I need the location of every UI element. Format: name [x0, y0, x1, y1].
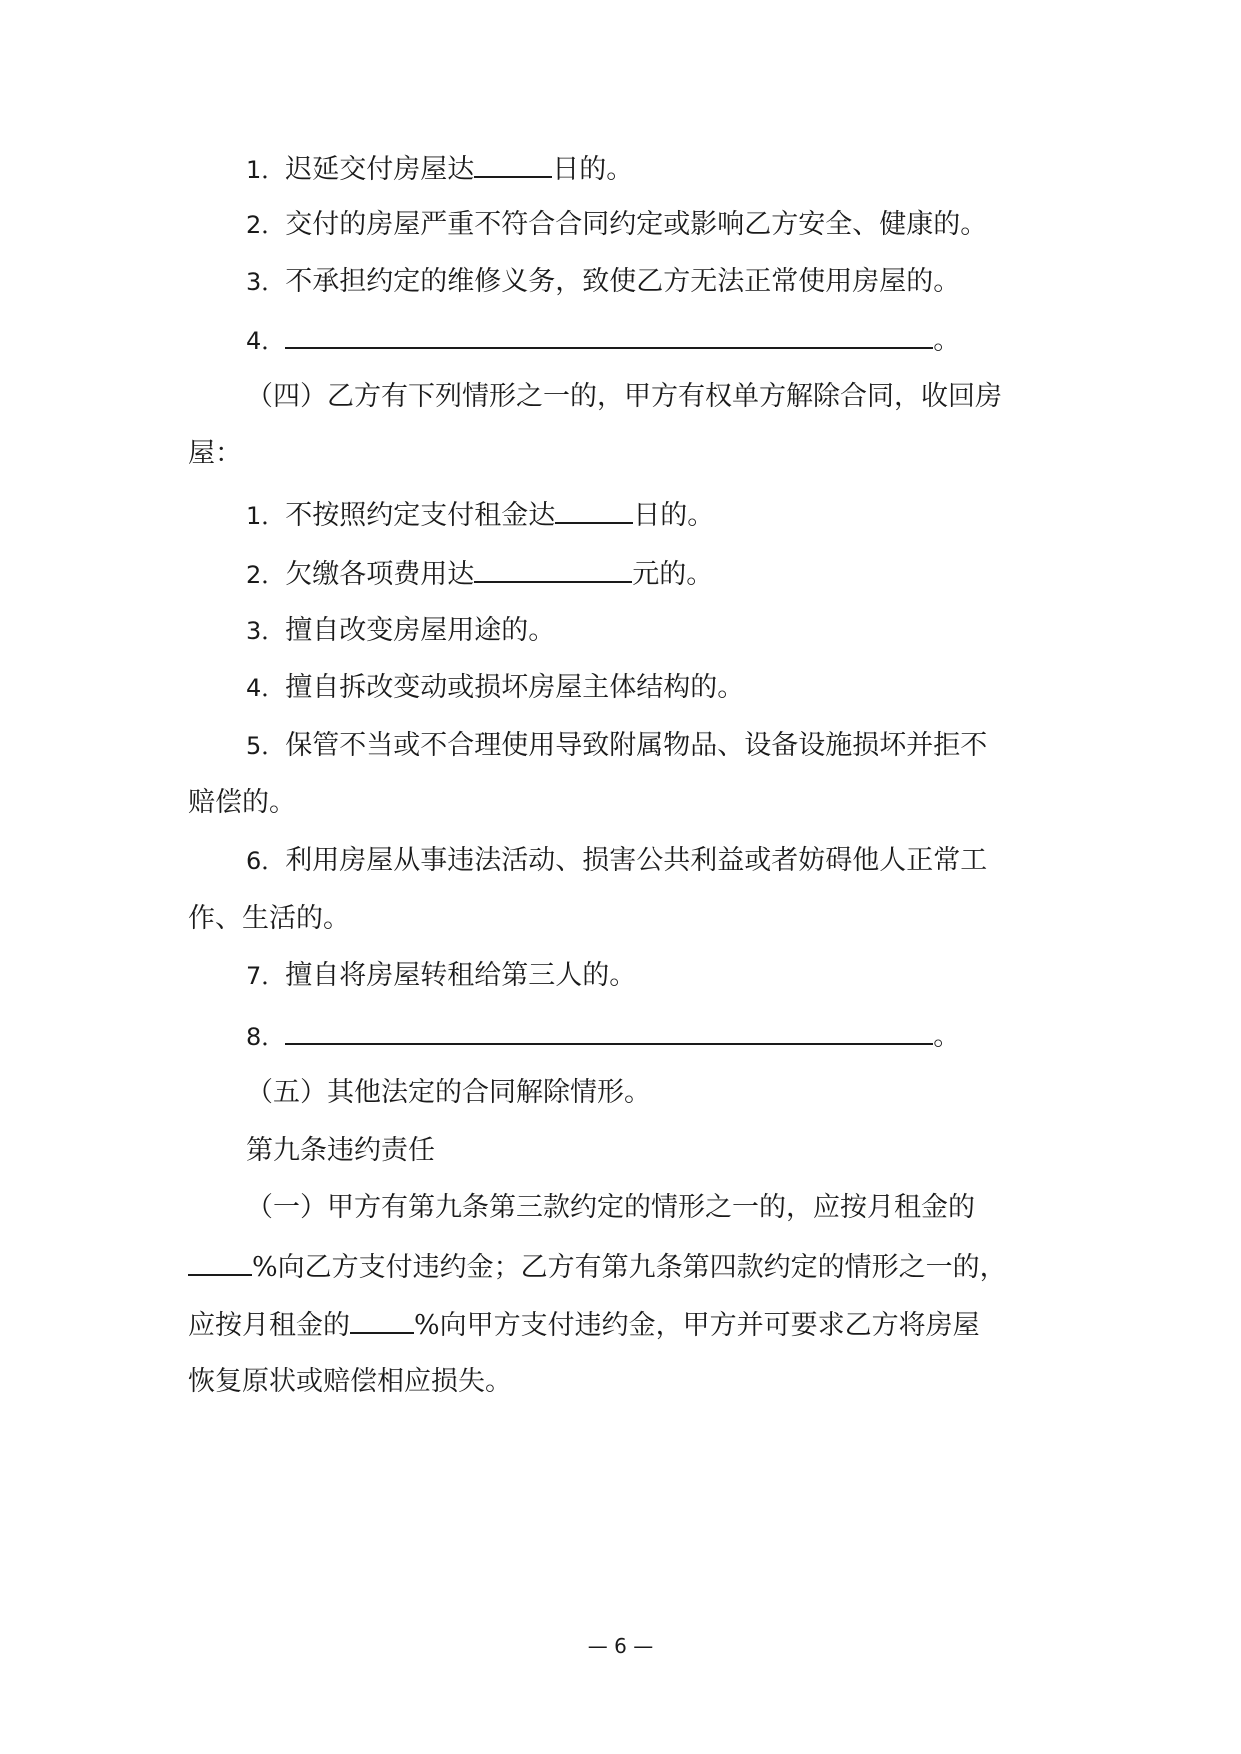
fill-blank-other[interactable] [285, 321, 933, 349]
fill-blank-days[interactable] [474, 150, 552, 178]
clause-4-other: 4． 。 [246, 321, 1126, 359]
clause-2-nonconforming: 2．交付的房屋严重不符合合同约定或影响乙方安全、健康的。 [246, 209, 988, 240]
article-9-title: 第九条违约责任 [246, 1135, 435, 1166]
article-9-para1-line4: 恢复原状或赔偿相应损失。 [188, 1366, 512, 1397]
article-9-para1-line3: 应按月租金的 %向甲方支付违约金，甲方并可要求乙方将房屋 [188, 1306, 1068, 1344]
clause-6-illegal-line2: 作、生活的。 [188, 903, 350, 934]
clause-1-rent-overdue: 1．不按照约定支付租金达 日的。 [246, 496, 1126, 534]
fill-blank-other[interactable] [285, 1017, 933, 1045]
fill-blank-percent[interactable] [188, 1248, 252, 1276]
page-number: — 6 — [587, 1634, 654, 1658]
section-5-heading: （五）其他法定的合同解除情形。 [246, 1077, 651, 1108]
fill-blank-days[interactable] [555, 496, 633, 524]
clause-5-damage-line1: 5．保管不当或不合理使用导致附属物品、设备设施损坏并拒不 [246, 730, 988, 761]
clause-3-maintenance: 3．不承担约定的维修义务，致使乙方无法正常使用房屋的。 [246, 266, 961, 297]
clause-3-change-use: 3．擅自改变房屋用途的。 [246, 615, 556, 646]
article-9-para1-line2: %向乙方支付违约金；乙方有第九条第四款约定的情形之一的， [188, 1248, 1068, 1286]
fill-blank-amount[interactable] [474, 555, 632, 583]
clause-6-illegal-line1: 6．利用房屋从事违法活动、损害公共利益或者妨碍他人正常工 [246, 845, 988, 876]
article-9-para1-line1: （一）甲方有第九条第三款约定的情形之一的，应按月租金的 [246, 1192, 975, 1223]
clause-1-delay-delivery: 1．迟延交付房屋达 日的。 [246, 150, 1126, 188]
section-4-heading-line1: （四）乙方有下列情形之一的，甲方有权单方解除合同，收回房 [246, 381, 1002, 412]
section-4-heading-line2: 屋： [188, 438, 242, 469]
clause-5-damage-line2: 赔偿的。 [188, 787, 296, 818]
clause-2-fees-overdue: 2．欠缴各项费用达 元的。 [246, 555, 1126, 593]
clause-8-other: 8． 。 [246, 1017, 1126, 1055]
clause-7-sublet: 7．擅自将房屋转租给第三人的。 [246, 960, 637, 991]
fill-blank-percent[interactable] [350, 1306, 414, 1334]
clause-4-structure: 4．擅自拆改变动或损坏房屋主体结构的。 [246, 672, 745, 703]
